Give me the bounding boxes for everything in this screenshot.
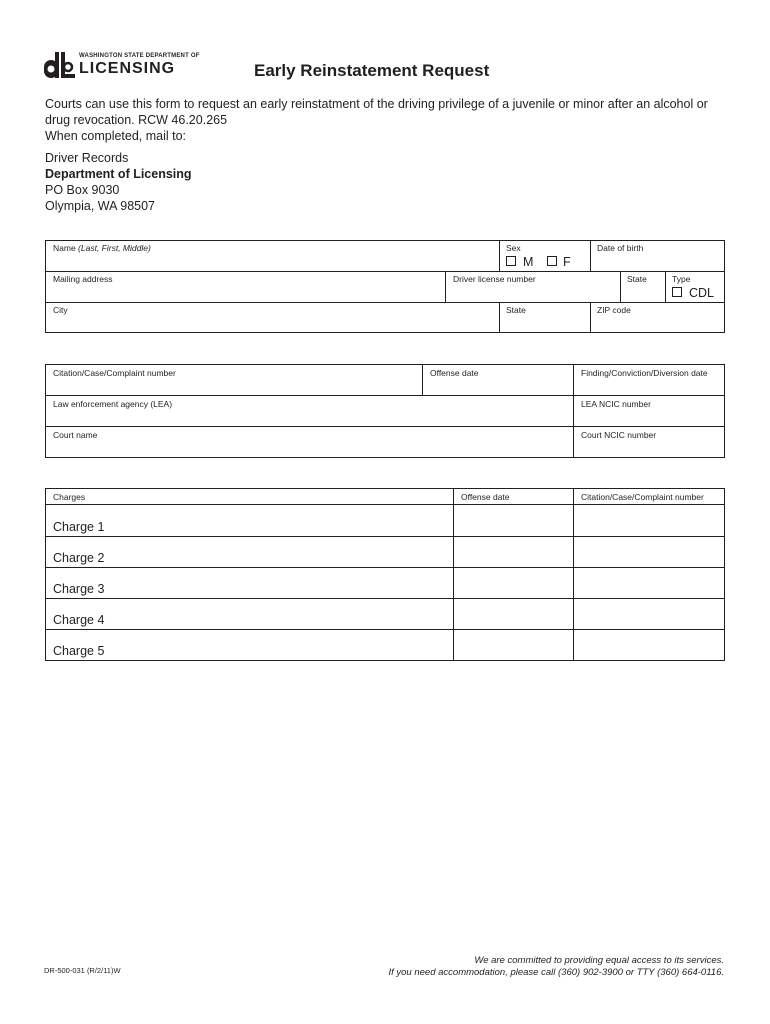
agency-logo [44, 50, 200, 80]
sex-f-label: F [563, 255, 571, 269]
mailing-address-block [45, 150, 192, 214]
divider [422, 364, 423, 395]
charge-row-3[interactable]: Charge 3 [53, 582, 105, 596]
address-line-2: Department of Licensing [45, 167, 192, 181]
dol-logo-icon [44, 50, 78, 80]
person-info-table [45, 240, 725, 333]
court-ncic-field[interactable]: Court NCIC number [581, 430, 657, 440]
mailing-address-field[interactable]: Mailing address [53, 274, 113, 284]
divider [45, 598, 725, 599]
intro-text [45, 96, 735, 144]
divider [573, 488, 574, 661]
divider [620, 271, 621, 302]
intro-line-2: When completed, mail to: [45, 129, 187, 143]
divider [453, 488, 454, 661]
citation-field[interactable]: Citation/Case/Complaint number [53, 368, 176, 378]
agency-name: LICENSING [79, 60, 176, 77]
accommodation-line: If you need accommodation, please call (360) 902-3900 or TTY (360) 664-0116. [388, 967, 724, 978]
charge-row-5[interactable]: Charge 5 [53, 644, 105, 658]
sex-label: Sex [506, 243, 521, 253]
dl-number-field[interactable]: Driver license number [453, 274, 536, 284]
address-line-1: Driver Records [45, 151, 129, 165]
offense-date-field[interactable]: Offense date [430, 368, 479, 378]
accommodation-notice [388, 955, 724, 979]
divider [45, 536, 725, 537]
form-number: DR-500-031 (R/2/11)W [44, 966, 121, 975]
charges-citation-header: Citation/Case/Complaint number [581, 492, 704, 502]
divider [445, 271, 446, 302]
charges-offense-date-header: Offense date [461, 492, 510, 502]
city-field[interactable]: City [53, 305, 68, 315]
type-label: Type [672, 274, 691, 284]
intro-line-1: Courts can use this form to request an early reinstatment of the driving privilege of a juvenile or minor after an alcohol or drug revocation. RCW 46.20.265 [45, 97, 708, 127]
finding-date-field[interactable]: Finding/Conviction/Diversion date [581, 368, 708, 378]
divider [45, 504, 725, 505]
name-field[interactable] [53, 243, 151, 253]
sex-m-checkbox[interactable] [506, 256, 516, 266]
divider [45, 302, 725, 303]
name-label: Name [53, 243, 79, 253]
divider [45, 395, 725, 396]
zip-field[interactable]: ZIP code [597, 305, 631, 315]
city-state-field[interactable]: State [506, 305, 526, 315]
dob-field[interactable]: Date of birth [597, 243, 644, 253]
cdl-checkbox[interactable] [672, 287, 682, 297]
charge-row-1[interactable]: Charge 1 [53, 520, 105, 534]
divider [499, 240, 500, 271]
charge-row-4[interactable]: Charge 4 [53, 613, 105, 627]
case-info-table [45, 364, 725, 458]
divider [45, 426, 725, 427]
address-line-3: PO Box 9030 [45, 183, 120, 197]
divider [573, 364, 574, 458]
divider [45, 567, 725, 568]
cdl-label: CDL [689, 286, 715, 300]
dl-state-field[interactable]: State [627, 274, 647, 284]
charges-header: Charges [53, 492, 86, 502]
divider [590, 302, 591, 333]
address-line-4: Olympia, WA 98507 [45, 199, 156, 213]
divider [499, 302, 500, 333]
agency-line: WASHINGTON STATE DEPARTMENT OF [79, 53, 200, 59]
charges-table [45, 488, 725, 661]
name-hint: (Last, First, Middle) [78, 243, 151, 253]
sex-m-label: M [523, 255, 534, 269]
lea-ncic-field[interactable]: LEA NCIC number [581, 399, 651, 409]
sex-f-checkbox[interactable] [547, 256, 557, 266]
lea-field[interactable]: Law enforcement agency (LEA) [53, 399, 173, 409]
divider [45, 271, 725, 272]
divider [45, 629, 725, 630]
equal-access-line: We are committed to providing equal access to its services. [474, 955, 724, 966]
divider [665, 271, 666, 302]
court-name-field[interactable]: Court name [53, 430, 98, 440]
charge-row-2[interactable]: Charge 2 [53, 551, 105, 565]
form-title: Early Reinstatement Request [254, 61, 490, 80]
divider [590, 240, 591, 271]
